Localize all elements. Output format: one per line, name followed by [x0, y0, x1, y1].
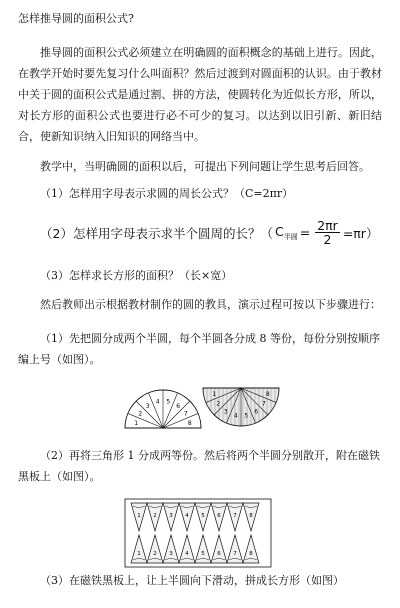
- triangle-label: 5: [201, 551, 205, 557]
- sector-label: 5: [166, 398, 171, 406]
- semicircle-right: [203, 388, 279, 426]
- fraction-numerator: 2πr: [317, 218, 338, 233]
- triangle-bottom: [211, 535, 227, 563]
- sector-label: 7: [261, 400, 266, 408]
- triangle-label: 4: [185, 513, 189, 519]
- question-2-result: =πr）: [342, 225, 379, 241]
- triangle-bottom: [147, 535, 163, 563]
- sector-label: 2: [216, 400, 221, 408]
- teaching-paragraph: 教学中，当明确圆的面积以后，可提出下列问题让学生思考后回答。: [40, 160, 370, 173]
- triangle-bottom: [163, 535, 179, 563]
- sector-label: 1: [212, 390, 217, 398]
- intro-paragraph: 推导圆的面积公式必须建立在明确圆的面积概念的基础上进行。因此，在教学开始时要先复习什么叫面积？然后过渡到对圆面积的认识。由于教材中关于圆的面积公式是通过割、拼的方法，使圆转化为近似长方形，所以，对长方形的面积公式也要进行必不可少的复习。以达到以旧引新、新旧结合，使新知识纳入旧知识的网络当中。: [18, 46, 382, 143]
- zigzag-bottom-row: [131, 535, 259, 563]
- sector-label: 7: [183, 410, 188, 418]
- sector-label: 8: [187, 420, 192, 428]
- triangle-label: 5: [201, 513, 205, 519]
- step-1: （1）先把圆分成两个半圆，每个半圆各分成 8 等份，每份分别按顺序编上号（如图）。: [18, 332, 380, 366]
- sector-label: 2: [138, 410, 143, 418]
- triangle-label: 7: [233, 513, 237, 519]
- page-title: 怎样推导圆的面积公式?: [18, 12, 134, 25]
- sector-label: 6: [254, 408, 259, 416]
- sector-label: 4: [233, 412, 238, 420]
- question-1: （1）怎样用字母表示求圆的周长公式？（C=2πr）: [40, 187, 294, 200]
- sector-label: 4: [155, 398, 160, 406]
- figure-semicircles: [0, 382, 400, 442]
- triangle-label: 7: [233, 551, 237, 557]
- zigzag-top-row: [131, 503, 259, 531]
- triangle-label: 1: [137, 551, 141, 557]
- step-2: （2）再将三角形 1 分成两等份。然后将两个半圆分别散开，附在磁铁黑板上（如图）。: [18, 449, 380, 483]
- fraction-denominator: 2: [323, 232, 332, 247]
- triangle-label: 2: [153, 551, 157, 557]
- demo-intro: 然后教师出示根据教材制作的圆的教具，演示过程可按以下步骤进行：: [40, 298, 381, 311]
- question-2-prefix: （2）怎样用字母表示求半个圆周的长？（: [40, 225, 273, 241]
- question-2: [40, 219, 400, 246]
- sector-label: 6: [176, 402, 181, 410]
- step-3: （3）在磁铁黑板上，让上半圆向下滑动，拼成长方形（如图）: [40, 574, 344, 587]
- triangle-label: 3: [169, 551, 173, 557]
- sector-label: 3: [223, 408, 228, 416]
- sector-label: 3: [145, 402, 150, 410]
- triangle-label: 6: [217, 513, 221, 519]
- sector-label: 1: [134, 420, 139, 428]
- triangle-bottom: [195, 535, 211, 563]
- semicircle-left: [125, 390, 201, 428]
- triangle-bottom: [131, 535, 147, 563]
- triangle-bottom: [243, 535, 259, 563]
- triangle-label: 8: [249, 551, 253, 557]
- triangle-label: 4: [185, 551, 189, 557]
- figure-zigzag: [0, 495, 400, 571]
- question-2-fraction: [315, 219, 340, 246]
- sector-label: 8: [265, 390, 270, 398]
- question-3: （3）怎样求长方形的面积？（长×宽）: [40, 269, 233, 282]
- triangle-bottom: [227, 535, 243, 563]
- triangle-label: 2: [153, 513, 157, 519]
- question-2-c: $C_{半圆}$: [274, 223, 298, 241]
- triangle-label: 8: [249, 513, 253, 519]
- triangle-label: 1: [137, 513, 141, 519]
- triangle-label: 3: [169, 513, 173, 519]
- triangle-bottom: [179, 535, 195, 563]
- triangle-label: 6: [217, 551, 221, 557]
- sector-label: 5: [244, 412, 249, 420]
- question-2-eq: =: [299, 225, 311, 240]
